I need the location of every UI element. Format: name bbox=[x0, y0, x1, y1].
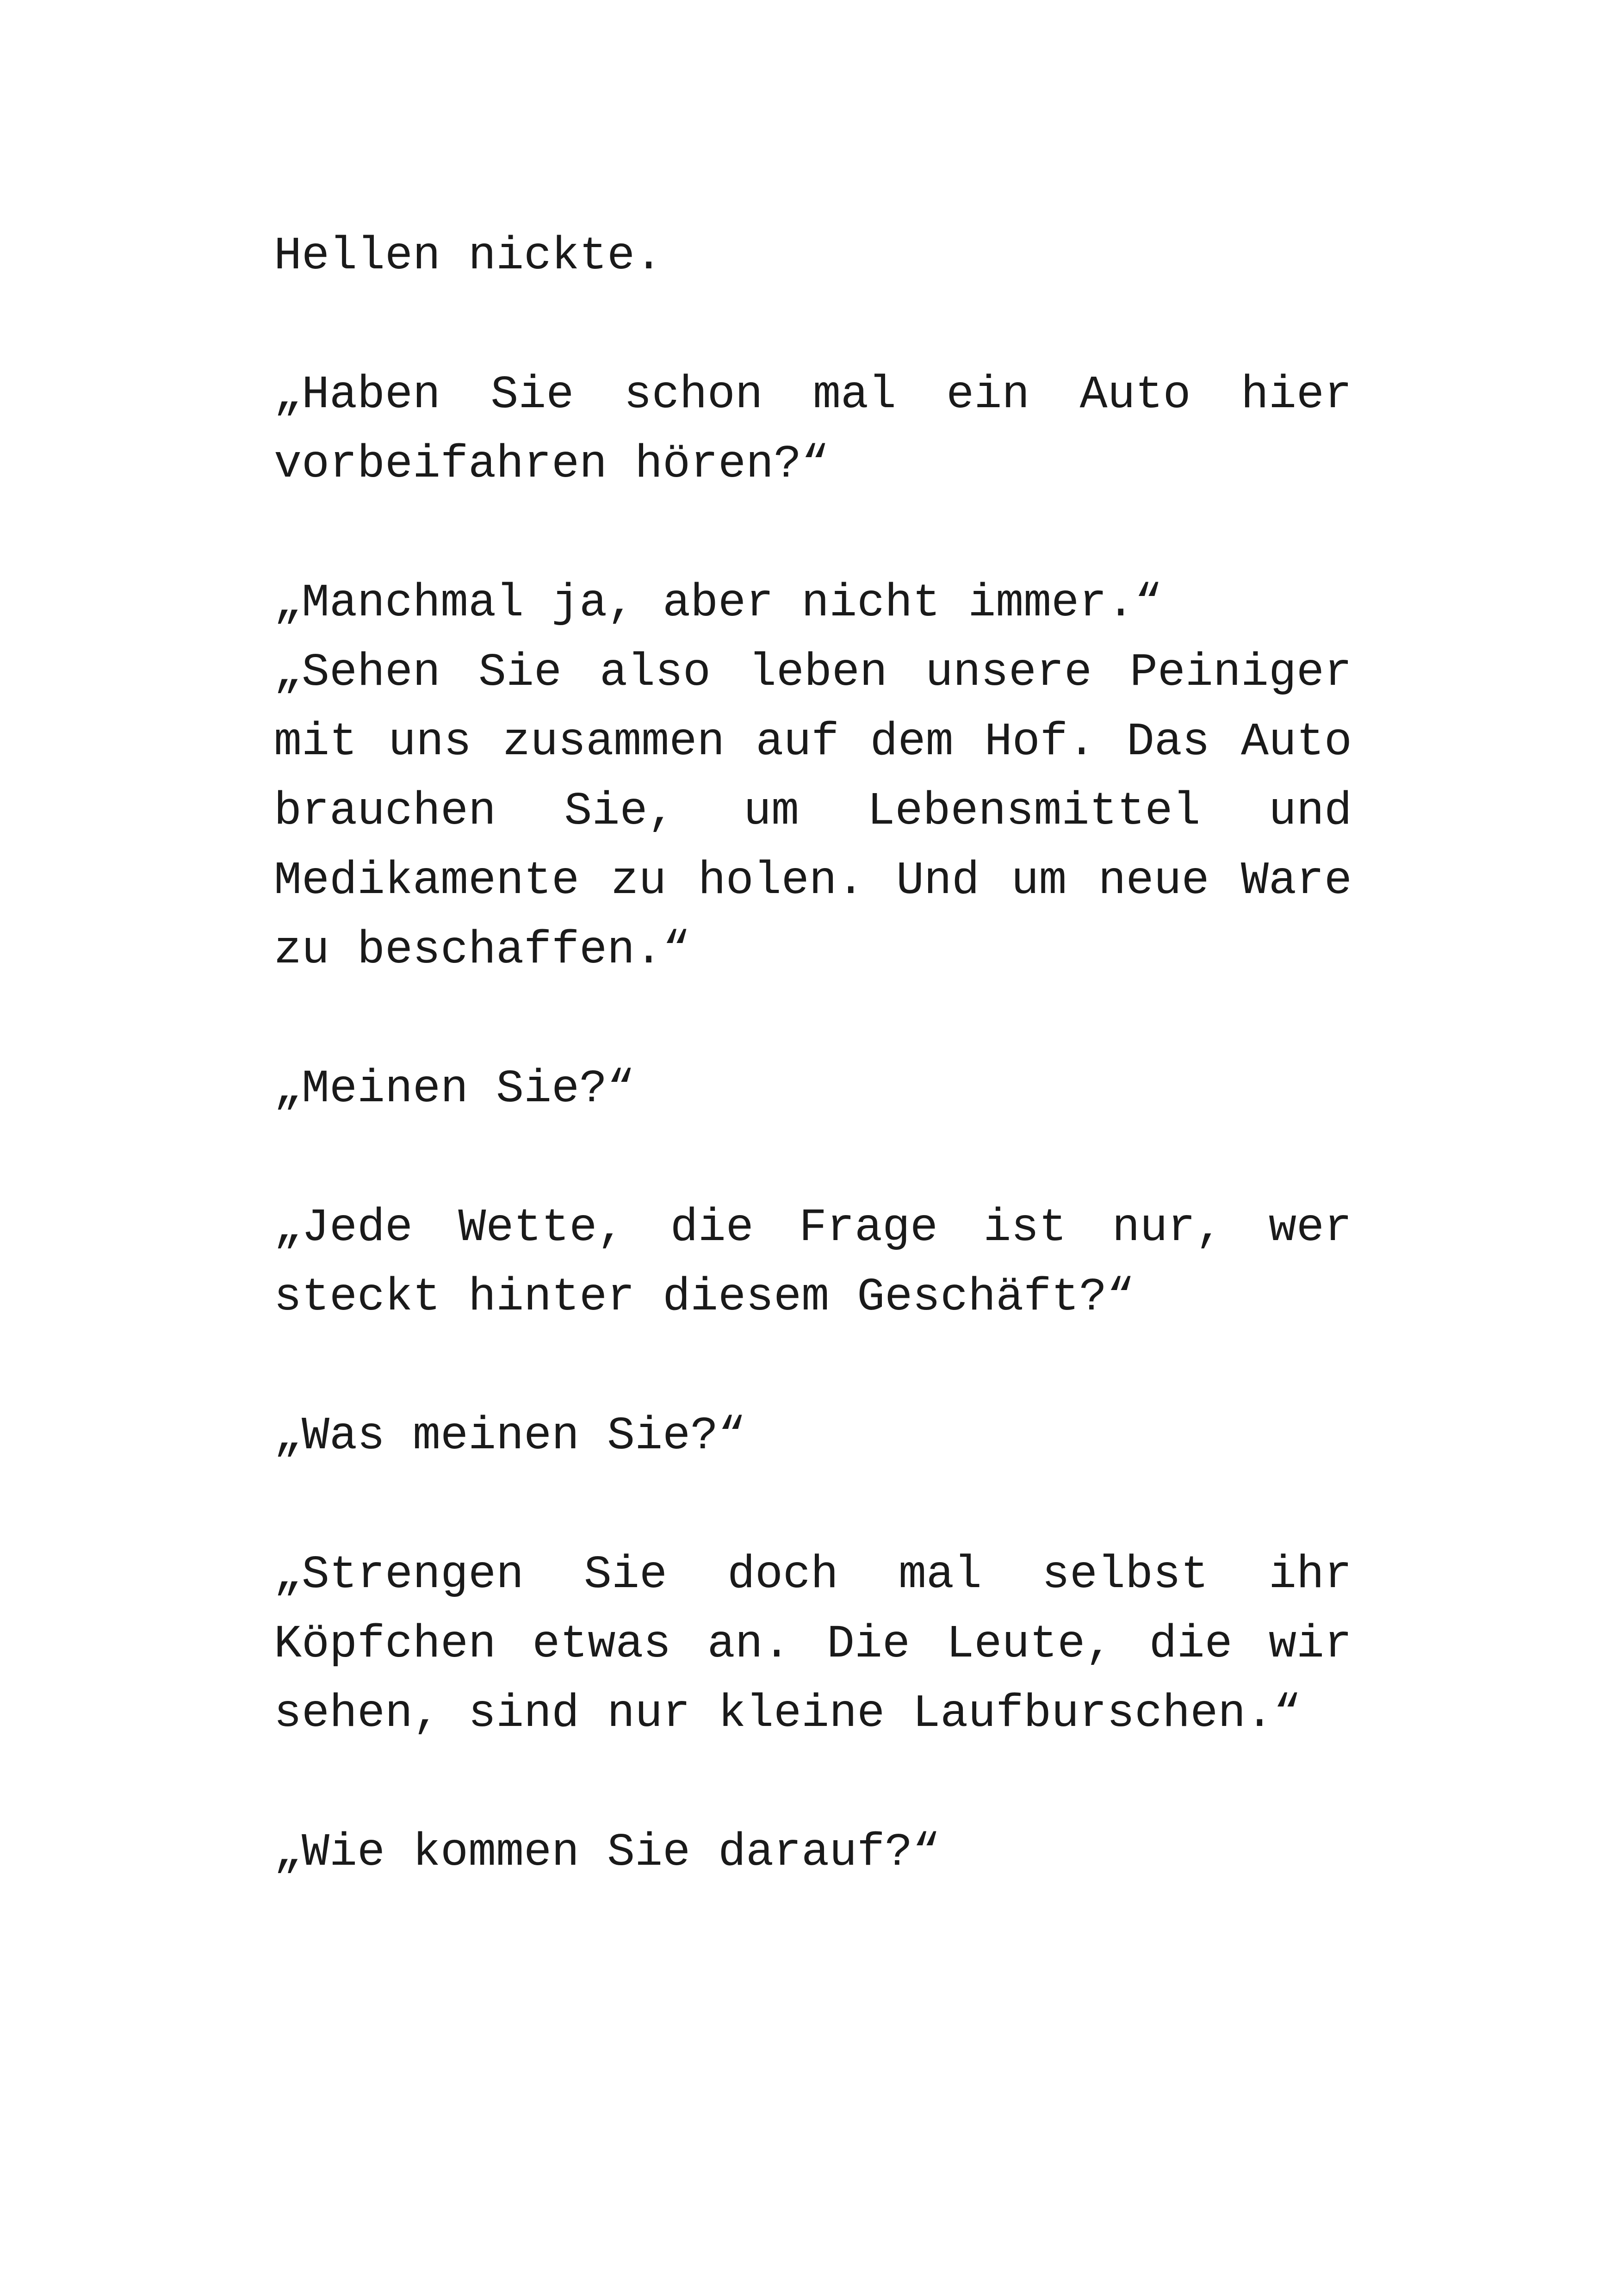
paragraph: „Jede Wette, die Frage ist nur, wer steckt hinter diesem Geschäft?“ bbox=[274, 1202, 1352, 1324]
paragraph: „Wie kommen Sie darauf?“ bbox=[274, 1827, 941, 1879]
paragraph: „Haben Sie schon mal ein Auto hier vorbeifahren hören?“ bbox=[274, 369, 1352, 491]
paragraph: Hellen nickte. bbox=[274, 230, 663, 283]
document-body bbox=[274, 222, 1352, 1957]
paragraph: „Sehen Sie also leben unsere Peiniger mit uns zusammen auf dem Hof. Das Auto brauchen Sie, um Lebensmittel und Medikamente zu holen. Und um neue Ware zu beschaffen.“ bbox=[274, 647, 1352, 977]
paragraph: „Was meinen Sie?“ bbox=[274, 1410, 746, 1463]
paragraph: „Meinen Sie?“ bbox=[274, 1063, 635, 1116]
paragraph: „Manchmal ja, aber nicht immer.“ bbox=[274, 577, 1163, 630]
paragraph: „Strengen Sie doch mal selbst ihr Köpfchen etwas an. Die Leute, die wir sehen, sind nur kleine Laufburschen.“ bbox=[274, 1549, 1352, 1740]
